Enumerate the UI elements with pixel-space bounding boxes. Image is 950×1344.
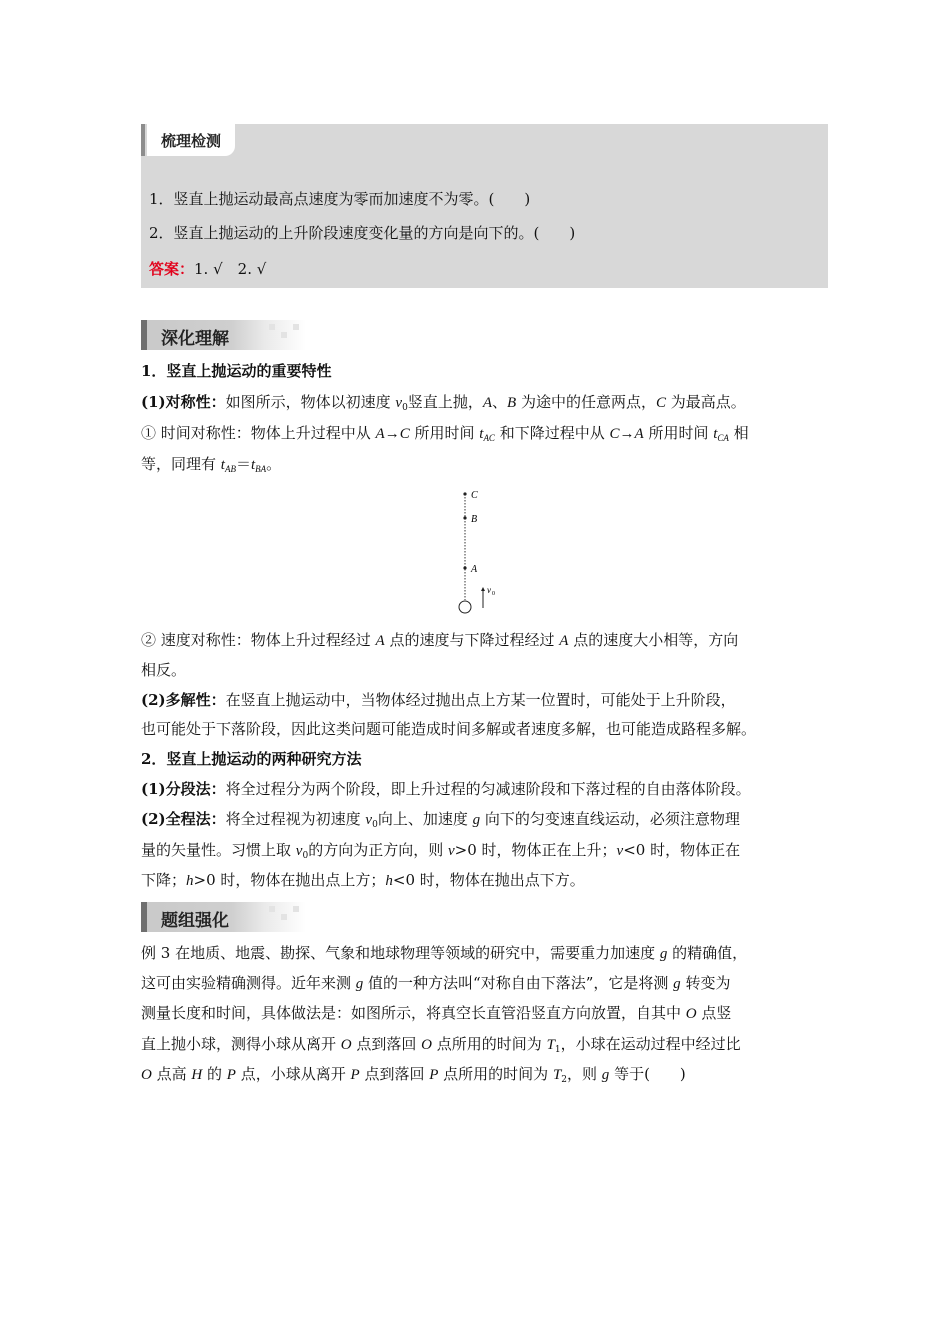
- paragraph-time-symmetry: [141, 423, 749, 448]
- text: 为最高点。: [666, 393, 746, 411]
- text: >0 时，物体正在上升；: [454, 841, 617, 859]
- var-P: P: [350, 1067, 360, 1083]
- paragraph-symmetry: [141, 392, 746, 418]
- var-B: B: [507, 395, 517, 411]
- var-H: H: [191, 1067, 203, 1083]
- var-g: g: [659, 946, 668, 962]
- text: 所用时间: [643, 424, 714, 442]
- var-v: v: [295, 843, 303, 859]
- var-CA: C→A: [609, 426, 644, 442]
- var-C: C: [655, 395, 666, 411]
- sub: CA: [717, 433, 729, 443]
- text: ＝: [235, 455, 251, 473]
- text: <0 时，物体正在: [623, 841, 741, 859]
- text: 的精确值，: [667, 944, 748, 962]
- point-B: [463, 516, 466, 519]
- text: 等于( ): [609, 1065, 686, 1083]
- var-T: T: [552, 1067, 562, 1083]
- var-t: t: [479, 426, 484, 442]
- var-P: P: [226, 1067, 236, 1083]
- sub: 1: [554, 1045, 561, 1055]
- var-T: T: [546, 1037, 555, 1053]
- text: 的: [202, 1065, 227, 1083]
- sub: 0: [402, 403, 408, 413]
- text: 等，同理有: [141, 455, 221, 473]
- label-segment: (1)分段法：: [141, 780, 226, 798]
- var-v: v: [395, 395, 403, 411]
- text: 为途中的任意两点，: [516, 393, 656, 411]
- label-C: C: [471, 490, 478, 501]
- var-A: A: [559, 633, 569, 649]
- review-question-1: 1．竖直上抛运动最高点速度为零而加速度不为零。( ): [149, 190, 531, 208]
- sub: 0: [372, 820, 378, 830]
- paragraph-whole-method: [141, 809, 740, 835]
- example-line-4: [141, 1034, 741, 1060]
- text: 。: [266, 455, 282, 473]
- text: 将全过程分为两个阶段，即上升过程的匀减速阶段和下落过程的自由落体阶段。: [225, 780, 751, 798]
- label-v-sub: 0: [492, 591, 495, 597]
- vertical-throw-figure: [440, 484, 520, 616]
- text: 所用时间: [409, 424, 480, 442]
- var-A: A: [375, 633, 385, 649]
- review-question-2: 2．竖直上抛运动的上升阶段速度变化量的方向是向下的。( ): [149, 224, 576, 242]
- var-A: A: [482, 395, 493, 411]
- text: 竖直上抛，: [407, 393, 483, 411]
- label-whole: (2)全程法：: [141, 810, 226, 828]
- var-t: t: [220, 457, 225, 473]
- sub: 0: [302, 851, 309, 861]
- example-line-5: [141, 1064, 686, 1090]
- example-line-1: [141, 943, 747, 964]
- text: 点所用的时间为: [432, 1035, 547, 1053]
- var-g: g: [355, 976, 364, 992]
- text: ，小球在运动过程中经过比: [560, 1035, 741, 1053]
- text: 测量长度和时间，具体做法是：如图所示，将真空长直管沿竖直方向放置，自其中: [141, 1004, 686, 1022]
- text: 点到落回: [351, 1035, 422, 1053]
- var-O: O: [340, 1037, 352, 1053]
- text: 点到落回: [359, 1065, 430, 1083]
- example-label: 例 3: [141, 944, 171, 962]
- paragraph-whole-method-cont: [141, 840, 740, 866]
- text: ② 速度对称性：物体上升过程经过: [141, 631, 376, 649]
- var-h: h: [385, 873, 393, 889]
- paragraph-segment-method: [141, 779, 751, 799]
- label-v: v: [487, 585, 491, 595]
- label-multi: (2)多解性：: [141, 691, 226, 709]
- var-t: t: [713, 426, 718, 442]
- text: 将全过程视为初速度: [225, 810, 366, 828]
- text: 点的速度与下降过程经过: [384, 631, 560, 649]
- text: 向上、加速度: [377, 810, 473, 828]
- text: 点，小球从离开: [235, 1065, 351, 1083]
- text: ① 时间对称性：物体上升过程中从: [141, 424, 376, 442]
- point-C: [463, 492, 466, 495]
- review-answer: [149, 258, 266, 279]
- text: 相: [728, 424, 749, 442]
- var-g: g: [472, 812, 481, 828]
- var-g: g: [673, 976, 681, 992]
- paragraph-velocity-symmetry-cont: 相反。: [141, 661, 187, 679]
- text: ，则: [567, 1065, 602, 1083]
- text: >0 时，物体在抛出点上方；: [193, 871, 386, 889]
- label-B: B: [471, 514, 478, 525]
- example-line-2: [141, 973, 730, 994]
- example-line-3: [141, 1003, 731, 1024]
- section-header-practice: [141, 902, 306, 932]
- heading-methods: 2．竖直上抛运动的两种研究方法: [141, 750, 362, 768]
- paragraph-multi-solution: [141, 690, 736, 710]
- text: 点所用的时间为: [438, 1065, 553, 1083]
- point-A: [463, 566, 466, 569]
- var-AC: A→C: [375, 426, 410, 442]
- text: 这可由实验精确测得。近年来测: [141, 974, 356, 992]
- text: 向下的匀变速直线运动，必须注意物理: [480, 810, 740, 828]
- label-symmetry: (1)对称性：: [141, 393, 226, 411]
- paragraph-whole-method-end: [141, 870, 585, 891]
- text: 直上抛小球，测得小球从离开: [141, 1035, 341, 1053]
- paragraph-multi-solution-cont: 也可能处于下落阶段，因此这类问题可能造成时间多解或者速度多解，也可能造成路程多解。: [141, 720, 757, 738]
- var-O: O: [685, 1006, 697, 1022]
- text: 在地质、地震、勘探、气象和地球物理等领域的研究中，需要重力加速度: [170, 944, 660, 962]
- sub: BA: [255, 464, 267, 474]
- label-A: A: [471, 564, 478, 575]
- text: 的方向为正方向，则: [308, 841, 448, 859]
- text: 、: [492, 393, 508, 411]
- var-O: O: [421, 1037, 433, 1053]
- heading-properties: 1．竖直上抛运动的重要特性: [141, 362, 332, 380]
- section-title: 题组强化: [161, 911, 229, 931]
- answer-label: 答案：: [149, 260, 195, 278]
- section-header-deepen: [141, 320, 306, 350]
- var-v: v: [447, 843, 455, 859]
- velocity-arrowhead: [481, 587, 485, 591]
- text: 点竖: [696, 1004, 732, 1022]
- text: 点的速度大小相等，方向: [568, 631, 739, 649]
- text: 如图所示，物体以初速度: [225, 393, 396, 411]
- answer-text: 1. √ 2. √: [194, 260, 267, 278]
- text: 点高: [151, 1065, 192, 1083]
- var-v: v: [365, 812, 373, 828]
- text: 量的矢量性。习惯上取: [141, 841, 296, 859]
- var-O: O: [141, 1067, 152, 1083]
- sub: AB: [224, 464, 236, 474]
- var-t: t: [250, 457, 256, 473]
- sub: AC: [483, 433, 495, 443]
- text: 转变为: [680, 974, 731, 992]
- paragraph-velocity-symmetry: [141, 630, 738, 651]
- var-h: h: [186, 873, 194, 889]
- text: 和下降过程中从: [494, 424, 610, 442]
- sub: 2: [561, 1075, 568, 1085]
- review-tag: 梳理检测: [147, 124, 235, 156]
- section-title: 深化理解: [161, 329, 229, 349]
- review-box: [141, 124, 828, 288]
- var-v: v: [616, 843, 624, 859]
- ball: [459, 601, 471, 613]
- var-P: P: [429, 1067, 439, 1083]
- text: 在竖直上抛运动中，当物体经过抛出点上方某一位置时，可能处于上升阶段，: [225, 691, 736, 709]
- text: <0 时，物体在抛出点下方。: [392, 871, 585, 889]
- var-g: g: [601, 1067, 610, 1083]
- text: 值的一种方法叫“对称自由下落法”，它是将测: [363, 974, 674, 992]
- paragraph-time-symmetry-cont: [141, 454, 281, 479]
- text: 下降；: [141, 871, 187, 889]
